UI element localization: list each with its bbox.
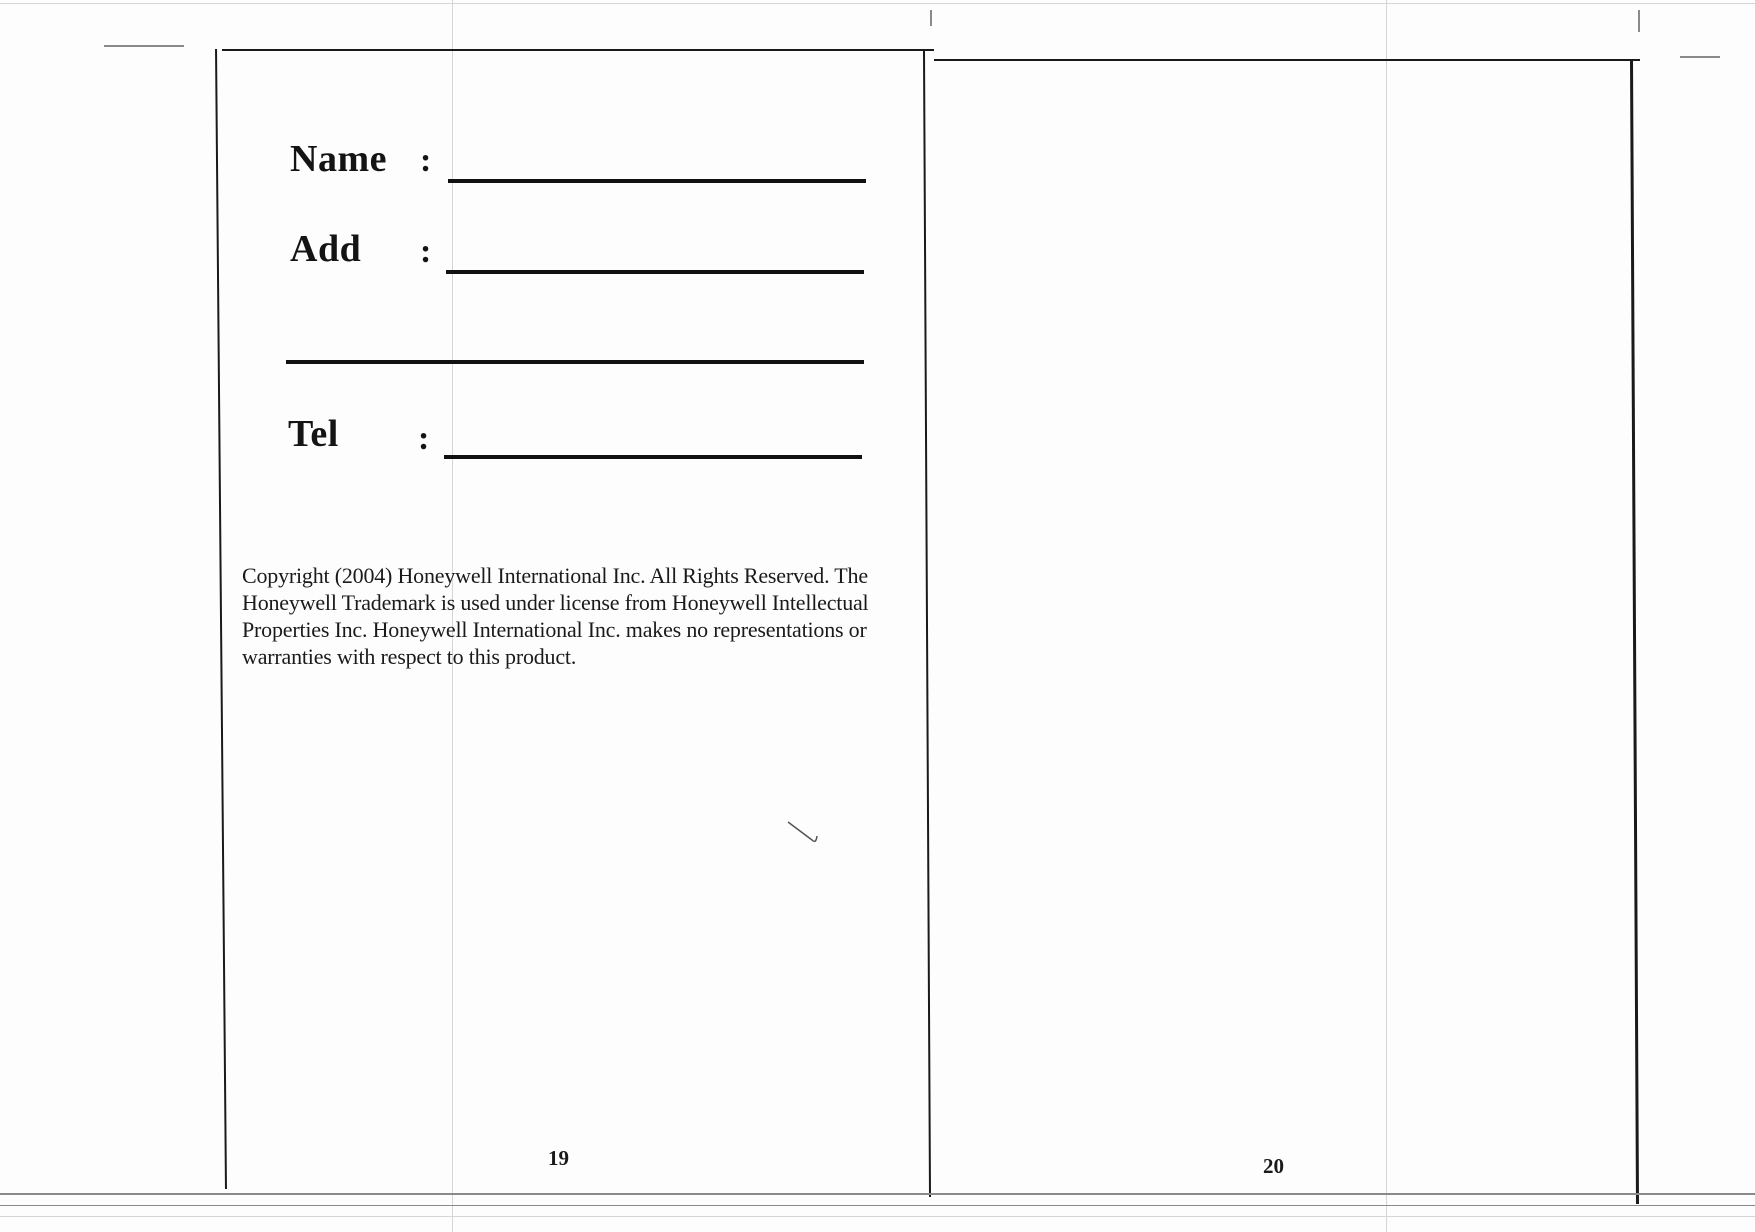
page-number-left: 19 bbox=[548, 1146, 569, 1170]
crop-mark bbox=[930, 10, 932, 26]
crop-mark bbox=[1680, 56, 1720, 58]
frame-bottom-line-2 bbox=[0, 1205, 1755, 1206]
address-colon: : bbox=[420, 233, 432, 270]
tel-label: Tel bbox=[288, 413, 339, 455]
scan-guide-vertical bbox=[1386, 0, 1387, 1232]
name-label: Name bbox=[290, 138, 387, 180]
frame-top-right-page bbox=[934, 59, 1640, 61]
address-field-line-1[interactable] bbox=[446, 270, 864, 274]
crop-mark bbox=[104, 45, 184, 47]
copyright-notice: Copyright (2004) Honeywell International Inc. All Rights Reserved. The Honeywell Trademark is used under license from Honeywell Intellectual Properties Inc. Honeywell International Inc. makes no representations or warranties with respect to this product. bbox=[242, 563, 869, 669]
address-label: Add bbox=[290, 228, 362, 270]
scan-guide-horizontal bbox=[0, 3, 1755, 4]
name-colon: : bbox=[420, 142, 432, 179]
frame-center-fold bbox=[923, 51, 931, 1197]
page-number-right: 20 bbox=[1263, 1154, 1284, 1178]
pen-mark bbox=[786, 818, 822, 848]
address-field-line-2[interactable] bbox=[286, 360, 864, 364]
frame-right-edge bbox=[1630, 60, 1639, 1204]
name-field[interactable] bbox=[448, 179, 866, 183]
frame-bottom-line bbox=[0, 1193, 1755, 1195]
frame-left-edge bbox=[215, 49, 227, 1189]
tel-field[interactable] bbox=[444, 455, 862, 459]
crop-mark bbox=[1638, 10, 1640, 32]
frame-bottom-line-3 bbox=[0, 1216, 1755, 1217]
tel-colon: : bbox=[418, 420, 430, 457]
frame-top-left-page bbox=[222, 49, 934, 51]
